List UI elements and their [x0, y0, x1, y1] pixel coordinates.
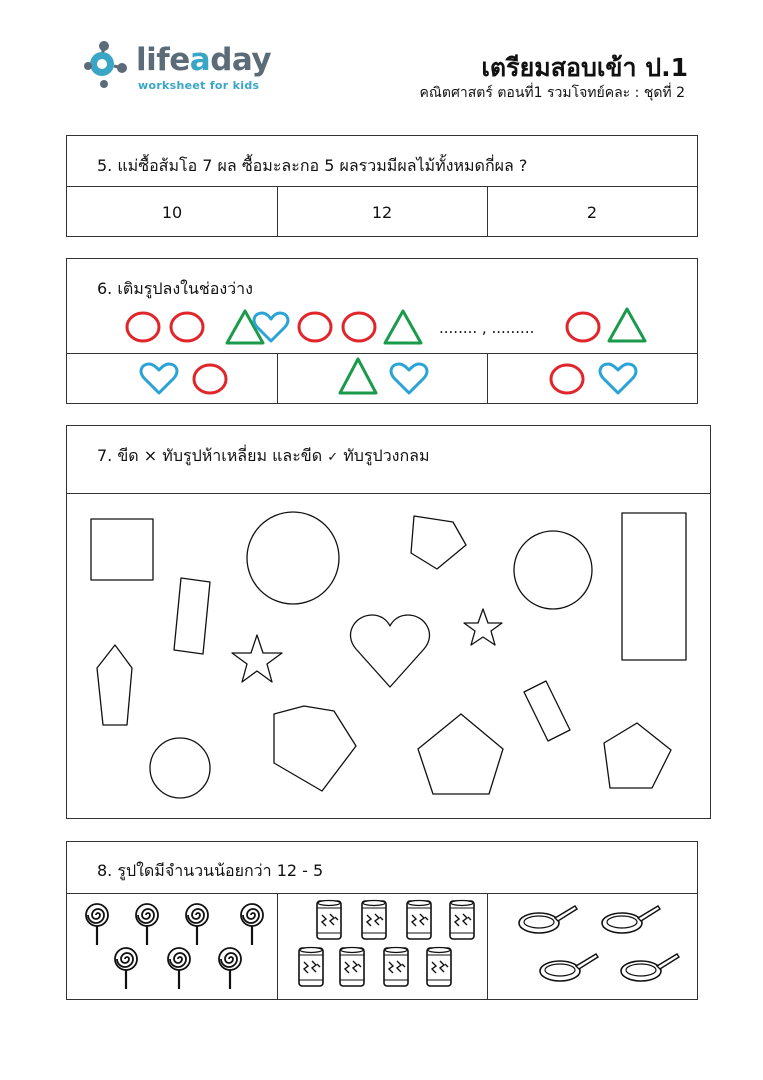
answer-option-b[interactable]: 12: [371, 203, 393, 222]
check-mark-icon: ✓: [327, 450, 339, 465]
answer-option-c[interactable]: 2: [586, 203, 598, 222]
answer-option-b[interactable]: [277, 353, 487, 403]
rectangle-shape[interactable]: [174, 578, 210, 654]
lollipop-icon: [241, 904, 263, 945]
circle-shape[interactable]: [150, 738, 210, 798]
instruction-text: ทับรูปห้าเหลี่ยม และขีด: [162, 446, 323, 465]
lollipop-icon: [168, 948, 190, 989]
frying-pan-icon: [621, 954, 679, 981]
red-circle-icon: [127, 313, 159, 341]
circle-shape[interactable]: [247, 512, 339, 604]
question-6-text: 6. เติมรูปลงในช่องว่าง: [97, 279, 253, 298]
answer-option-a[interactable]: [67, 893, 277, 999]
rectangle-shape[interactable]: [524, 681, 570, 741]
star-shape[interactable]: [232, 635, 282, 682]
square-shape[interactable]: [91, 519, 153, 580]
lollipop-icon: [219, 948, 241, 989]
pentagon-shape[interactable]: [274, 706, 356, 791]
soda-can-icon: [384, 948, 408, 987]
red-circle-icon: [343, 313, 375, 341]
soda-can-icon: [407, 901, 431, 940]
answer-option-b[interactable]: [277, 893, 487, 999]
red-circle-icon: [194, 365, 226, 393]
question-5-text: 5. แม่ซื้อส้มโอ 7 ผล ซื้อมะละกอ 5 ผลรวมมีผลไม้ทั้งหมดกี่ผล ?: [97, 156, 528, 175]
question-6-box: [66, 258, 698, 404]
frying-pan-icon: [519, 906, 577, 933]
heart-shape[interactable]: [351, 615, 430, 687]
blue-heart-icon: [391, 364, 427, 393]
frying-pan-icon: [540, 954, 598, 981]
shapes-area: [67, 494, 712, 820]
rectangle-shape[interactable]: [622, 513, 686, 660]
lollipop-icon: [186, 904, 208, 945]
answer-option-a[interactable]: [67, 353, 277, 403]
blue-heart-icon: [600, 364, 636, 393]
question-8-box: [66, 841, 698, 1000]
soda-can-icon: [299, 948, 323, 987]
answer-option-c[interactable]: [487, 353, 697, 403]
blue-heart-icon: [141, 364, 177, 393]
page-title: เตรียมสอบเข้า ป.1: [481, 53, 688, 82]
logo-subtext: worksheet for kids: [138, 79, 260, 92]
soda-can-icon: [340, 948, 364, 987]
logo-molecule-icon: [82, 40, 134, 96]
soda-can-icon: [362, 901, 386, 940]
answer-option-c[interactable]: [487, 893, 697, 999]
page-subtitle: คณิตศาสตร์ ตอนที่1 รวมโจทย์คละ : ชุดที่ 2: [419, 85, 685, 101]
red-circle-icon: [171, 313, 203, 341]
question-5-box: [66, 135, 698, 237]
divider: [67, 186, 697, 187]
red-circle-icon: [567, 313, 599, 341]
pattern-sequence: [67, 305, 699, 355]
cross-mark-icon: ×: [143, 446, 158, 465]
instruction-text: 7. ขีด: [97, 446, 139, 465]
circle-shape[interactable]: [514, 531, 592, 609]
logo-text-main: lifeaday: [136, 42, 272, 78]
green-triangle-icon: [340, 359, 376, 393]
instruction-text: ทับรูปวงกลม: [343, 446, 430, 465]
pentagon-shape[interactable]: [604, 723, 671, 788]
question-7-box: [66, 425, 711, 819]
answer-option-a[interactable]: 10: [161, 203, 183, 222]
sequence-blank[interactable]: ........ , .........: [439, 319, 535, 337]
green-triangle-icon: [385, 311, 421, 343]
green-triangle-icon: [609, 309, 645, 341]
soda-can-icon: [427, 948, 451, 987]
star-shape[interactable]: [464, 609, 502, 645]
frying-pan-icon: [602, 906, 660, 933]
lollipop-icon: [136, 904, 158, 945]
logo-text: [136, 42, 271, 78]
lollipop-icon: [115, 948, 137, 989]
soda-can-icon: [450, 901, 474, 940]
red-circle-icon: [299, 313, 331, 341]
lollipop-icon: [86, 904, 108, 945]
hexagon-shape[interactable]: [97, 645, 132, 725]
soda-can-icon: [317, 901, 341, 940]
question-7-instruction: [97, 444, 430, 469]
pentagon-shape[interactable]: [418, 714, 503, 794]
logo: [82, 40, 282, 96]
question-8-text: 8. รูปใดมีจำนวนน้อยกว่า 12 - 5: [97, 861, 324, 880]
red-circle-icon: [551, 365, 583, 393]
pentagon-shape[interactable]: [411, 516, 466, 569]
